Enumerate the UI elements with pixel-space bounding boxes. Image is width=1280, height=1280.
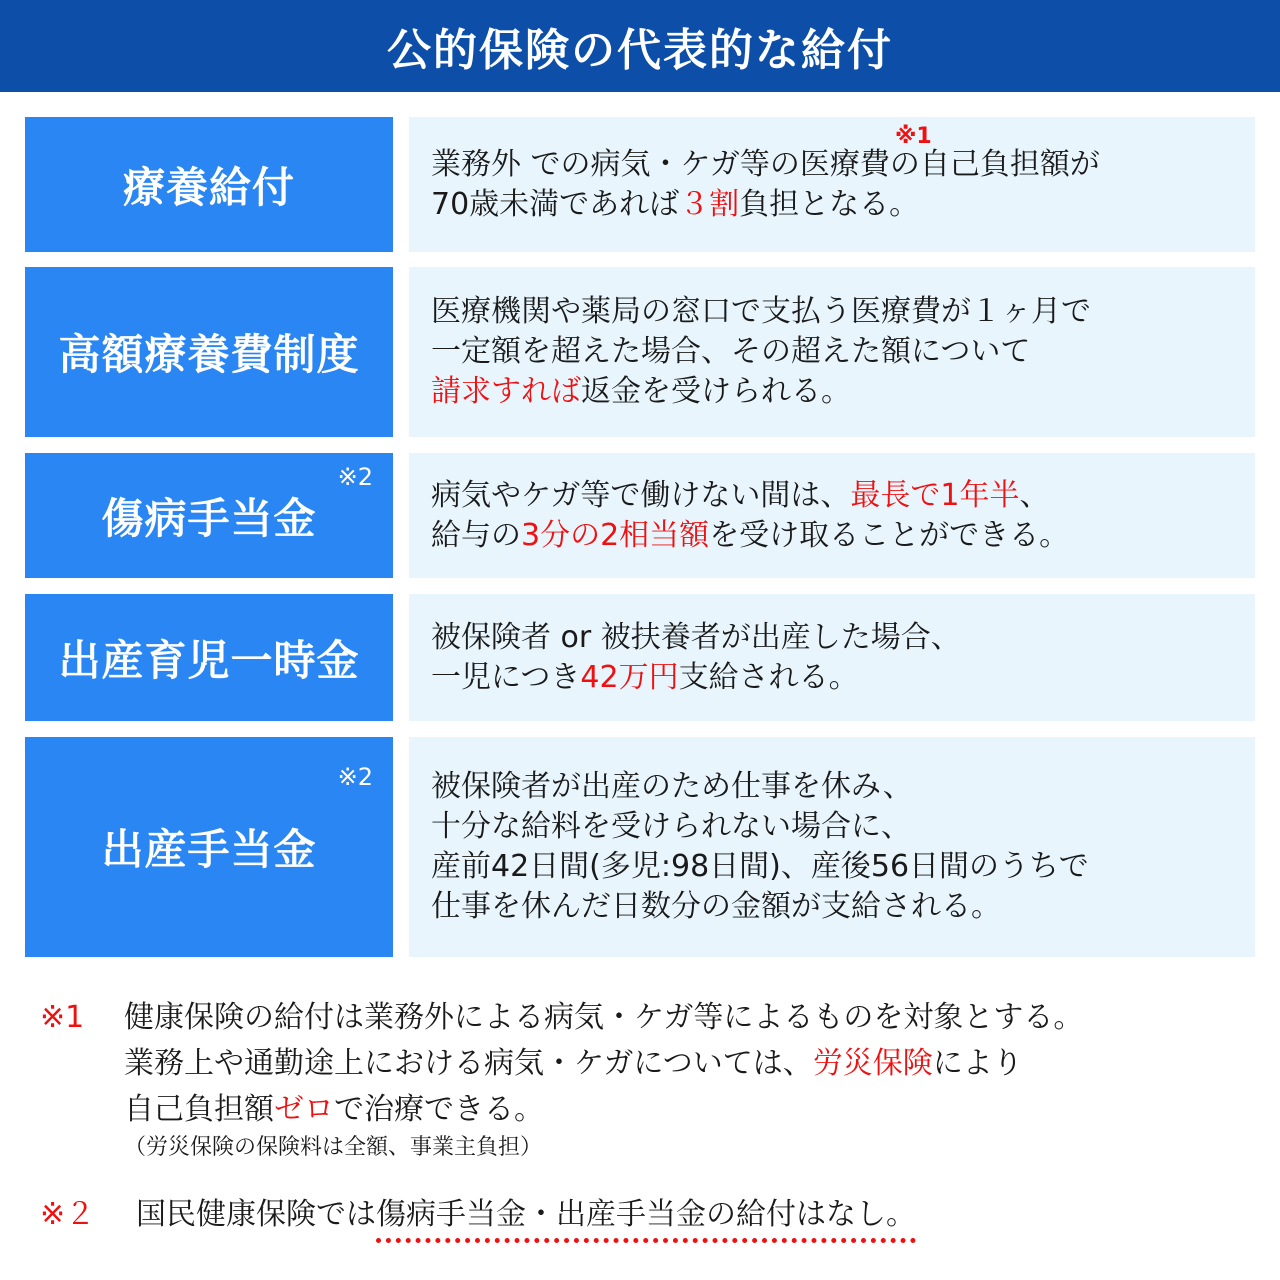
page-header [0,0,1280,92]
highlight-text: ３割 [679,186,740,222]
underlined-text: 傷病手当金・出産手当金の給付はなし。 [376,1197,916,1243]
text-fragment: 健康保険の給付は業務外による病気・ケガ等によるものを対象とする。 [124,1000,1084,1035]
benefit-label-box [25,737,393,957]
description-line [431,516,1255,556]
description-line: 医療機関や薬局の窓口で支払う医療費が１ヶ月で [431,294,1091,329]
text-fragment: 給与の [431,517,521,553]
text-fragment: 負担となる。 [739,186,920,222]
benefit-label: 出産手当金 [101,825,317,874]
highlight-text: 最長で1年半 [850,477,1020,513]
description-line [431,476,1255,516]
footnote-mark: ※２ [40,1197,96,1232]
benefit-row-shussan [25,737,1255,957]
footnote-small-line: （労災保険の保険料は全額、事業主負担） [124,1135,543,1160]
text-fragment: 業務上や通勤途上における病気・ケガについては、 [124,1046,813,1081]
benefit-label-box [25,267,393,437]
text-fragment: 病気やケガ等で働けない間は、 [431,477,851,513]
footnote-line [40,995,1083,1041]
benefit-label: 高額療養費制度 [58,330,360,379]
description-line: 被保険者 or 被扶養者が出産した場合、 [431,619,961,655]
text-fragment: 支給される。 [678,659,859,695]
text-fragment: により [932,1046,1023,1081]
highlight-text: 3分の2相当額 [521,517,710,553]
footnote-line [40,1087,1083,1133]
benefit-label-box [25,594,393,721]
highlight-text: 42万円 [580,659,679,695]
benefit-description [409,267,1255,437]
text-fragment: 、 [1019,477,1050,513]
text-fragment: 国民健康保険では [136,1197,376,1232]
benefit-row-shobyo [25,453,1255,578]
footnote-marker: ※2 [337,763,373,791]
highlight-text: ゼロ [274,1092,334,1127]
benefit-description [409,117,1255,252]
benefit-label-box [25,453,393,578]
benefit-label: 傷病手当金 [101,493,317,543]
text-fragment: で治療できる。 [334,1092,544,1127]
description-line: 業務外 での病気・ケガ等の医療費の自己負担額が [431,146,1100,182]
description-line: 被保険者が出産のため仕事を休み、 [431,769,913,804]
benefit-row-kogaku [25,267,1255,437]
description-line [431,185,1255,225]
highlight-text: 労災保険 [812,1046,933,1081]
highlight-text: 請求すれば [431,374,581,409]
page-title: 公的保険の代表的な給付 [387,25,893,76]
footnote-2 [40,1192,916,1238]
benefit-row-ryoyo [25,117,1255,252]
footnote-mark: ※1 [40,1000,85,1035]
description-line [431,658,1255,698]
description-line [431,372,1255,412]
description-line: 一定額を超えた場合、その超えた額について [431,334,1031,369]
text-fragment: を受け取ることができる。 [709,517,1070,553]
benefit-description [409,453,1255,578]
footnote-marker: ※1 [895,124,932,149]
description-line: 産前42日間(多児:98日間)、産後56日間のうちで [431,849,1089,884]
footnote-marker: ※2 [337,463,373,491]
footnote-line [40,1041,1083,1087]
text-fragment: 70歳未満であれば [431,186,680,222]
text-fragment: 一児につき [431,659,581,695]
description-line: 十分な給料を受けられない場合に、 [431,809,911,844]
text-fragment: 自己負担額 [124,1092,274,1127]
benefit-row-ikuji [25,594,1255,721]
benefit-label: 療養給付 [122,162,295,212]
footnote-1 [40,995,1083,1163]
text-fragment: 返金を受けられる。 [581,374,851,409]
benefit-description [409,737,1255,957]
benefit-label-box [25,117,393,252]
description-line: 仕事を休んだ日数分の金額が支給される。 [431,889,1001,924]
benefit-label: 出産育児一時金 [58,635,360,685]
benefit-description [409,594,1255,721]
